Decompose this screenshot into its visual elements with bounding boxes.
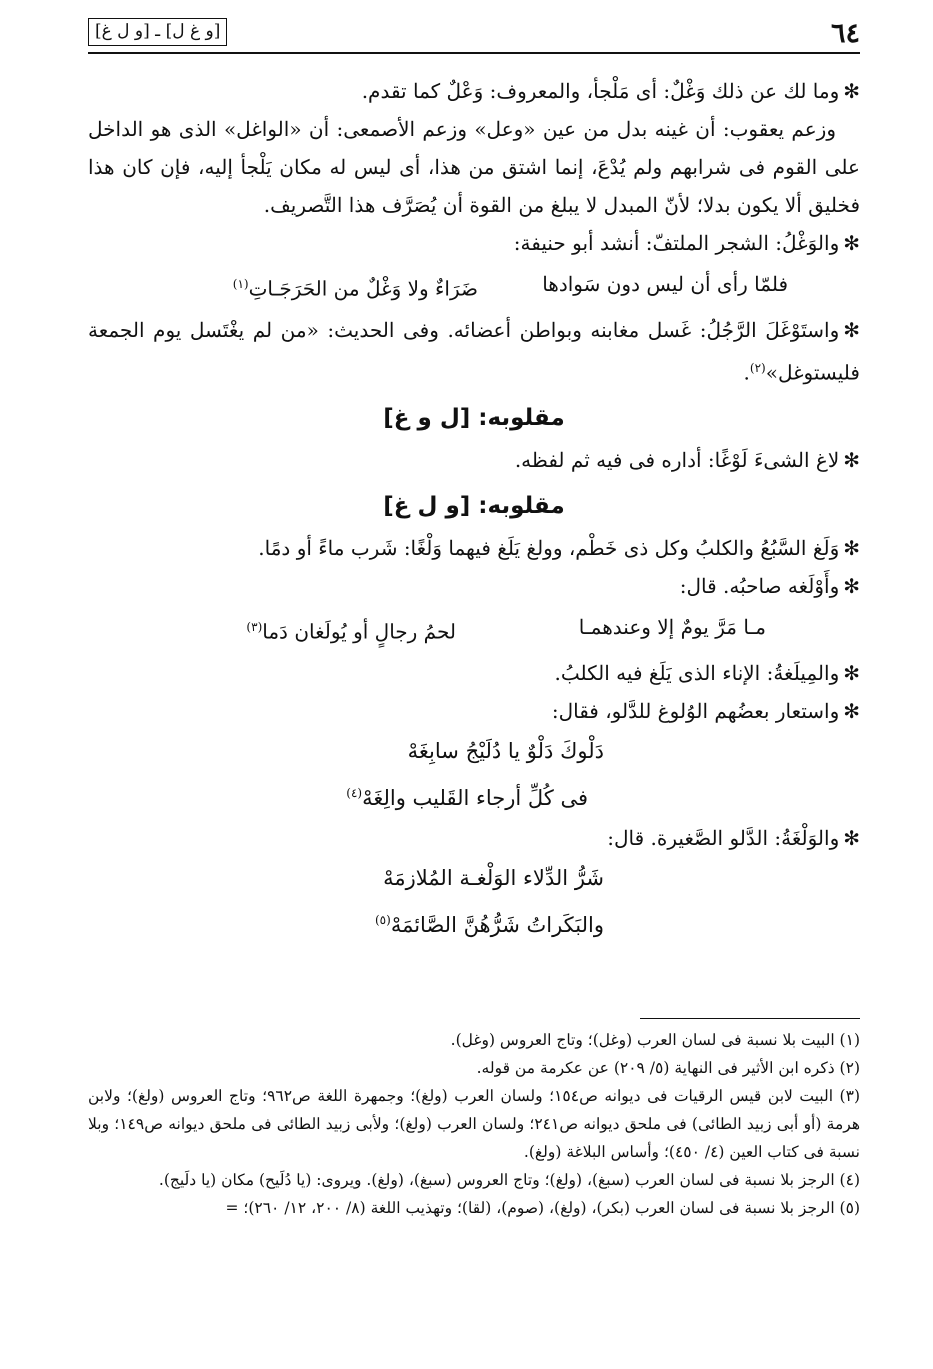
asterisk-icon: ✻ bbox=[843, 231, 860, 255]
asterisk-icon: ✻ bbox=[843, 536, 860, 561]
page-number: ٦٤ bbox=[830, 18, 860, 49]
rajaz-line: دَلْوكَ دَلْوٌ يا دُلَيْجُ سابِغَهْ bbox=[407, 738, 604, 763]
rajaz-line: شَرُّ الدِّلاء الوَلْغـة المُلازمَهْ bbox=[383, 865, 604, 890]
footnote: (٤) الرجز بلا نسبة فى لسان العرب (سبغ)، (ولغ)؛ وتاج العروس (سبغ)، (ولغ). ويروى: (يا دُلَيح) مكان (يا دلَيج). bbox=[158, 1171, 860, 1189]
section-tag: [و غ ل] ـ [و ل غ] bbox=[88, 18, 227, 46]
verse-second-hemistich: لحمُ رجالٍ أو يُولَغان دَما$^{(٣)}$ bbox=[246, 619, 456, 644]
paragraph: ✻وأَوْلَغه صاحبُه. قال: bbox=[679, 574, 860, 599]
running-header bbox=[88, 14, 860, 54]
footnote-ref: (٥) bbox=[374, 912, 391, 927]
footnote: (٣) البيت لابن قيس الرقيات فى ديوانه ص١٥٤؛ ولسان العرب (ولغ)؛ وجمهرة اللغة ص٩٦٢؛ وتاج العروس (ولغ)؛ ولابن هرمة (أو أبى زبيد الطائى) فى ملحق ديوانه ص٢٤١؛ ولسان العرب (ولغ)؛ ولأبى زبيد الطائى فى ملحق ديوانه ص١٤٩؛ وبلا نسبة فى كتاب العين (٤/ ٤٥٠)؛ وأساس البلاغة (ولغ). bbox=[88, 1087, 860, 1161]
paragraph: وزعم يعقوب: أن غينه بدل من عين «وعل» وزعم الأصمعى: أن «الواغل» الذى هو الداخل على القوم فى شرابهم ولم يُدْعَ، إنما اشتق من هذا، أى ليس له مكان يَلْجأ إليه، فإن كان هذا فخليق ألا يكون بدلا؛ لأنّ المبدل لا يبلغ من القوة أن يُصَرَّف هذا التَّصريف. bbox=[88, 117, 860, 217]
footnote-ref: (٤) bbox=[346, 785, 363, 800]
footnote: (٥) الرجز بلا نسبة فى لسان العرب (بكر)، (ولغ)، (صوم)، (لقا)؛ وتهذيب اللغة (٨/ ٢٠٠، ١٢/ ٢٦٠)؛ = bbox=[225, 1199, 860, 1217]
paragraph: ✻والوَلْغَةُ: الدَّلو الصَّغيرة. قال: bbox=[607, 825, 860, 850]
paragraph: ✻وَلَغ السَّبُعُ والكلبُ وكل ذى خَطْم، وولغ يَلَغ فيهما وَلْغًا: شَرب ماءً أو دمًا. bbox=[258, 536, 860, 561]
asterisk-icon: ✻ bbox=[843, 574, 860, 599]
footnote-ref: (٣) bbox=[246, 620, 263, 635]
verse-first-hemistich: فلمّا رأى أن ليس دون سَوادها bbox=[542, 272, 788, 296]
rajaz-line: والبَكَراتُ شَرُّهُنَّ الصَّائمَهْ$^{(٥)}$ bbox=[374, 912, 604, 937]
section-heading: مقلوبه: [ل و غ] bbox=[383, 405, 565, 432]
rajaz-line: فى كُلِّ أرجاء القَليب والِغَهْ$^{(٤)}$ bbox=[346, 785, 588, 810]
paragraph: ✻واستَوْغَلَ الرَّجُلُ: غَسل مغابنه وبواطن أعضائه. وفى الحديث: «من لم يغْتَسل يوم الجمعة فليستوغل»$^{(٢)}$. bbox=[88, 317, 860, 385]
footnote-ref: (١) bbox=[232, 277, 249, 291]
asterisk-icon: ✻ bbox=[843, 825, 860, 850]
verse-first-hemistich: مـا مَرَّ يومٌ إلا وعندهمـا bbox=[578, 615, 766, 640]
main-text bbox=[88, 72, 860, 946]
paragraph: ✻لاغ الشىءَ لَوْغًا: أداره فى فيه ثم لفظه. bbox=[514, 448, 860, 473]
footnote-ref: (٢) bbox=[749, 360, 766, 375]
asterisk-icon: ✻ bbox=[843, 660, 860, 685]
asterisk-icon: ✻ bbox=[843, 448, 860, 473]
paragraph: ✻والوَغْلُ: الشجر الملتفّ: أنشد أبو حنيفة: bbox=[513, 231, 860, 255]
paragraph: ✻والمِيلَغةُ: الإناء الذى يَلَغ فيه الكلبُ. bbox=[554, 660, 860, 685]
verse-line bbox=[88, 607, 860, 652]
section-heading: مقلوبه: [و ل غ] bbox=[383, 493, 565, 520]
asterisk-icon: ✻ bbox=[843, 79, 860, 103]
header-rule bbox=[88, 52, 860, 54]
footnote: (٢) ذكره ابن الأثير فى النهاية (٥/ ٢٠٩) عن عكرمة من قوله. bbox=[476, 1059, 860, 1077]
footnote: (١) البيت بلا نسبة فى لسان العرب (وغل)؛ وتاج العروس (وغل). bbox=[450, 1031, 860, 1049]
asterisk-icon: ✻ bbox=[843, 698, 860, 723]
paragraph: ✻وما لك عن ذلك وَغْلٌ: أى مَلْجأ، والمعروف: وَعْلٌ كما تقدم. bbox=[361, 79, 860, 103]
paragraph: ✻واستعار بعضُهم الوُلوغ للدَّلو، فقال: bbox=[551, 698, 860, 723]
asterisk-icon: ✻ bbox=[843, 317, 860, 342]
footnotes bbox=[88, 1026, 860, 1222]
verse-second-hemistich: ضَرَاءٌ ولا وَغْلٌ من الحَرَجَـاتِ$^{(١)}$ bbox=[232, 276, 478, 301]
verse-line bbox=[88, 264, 860, 309]
footnote-rule bbox=[640, 1018, 860, 1019]
